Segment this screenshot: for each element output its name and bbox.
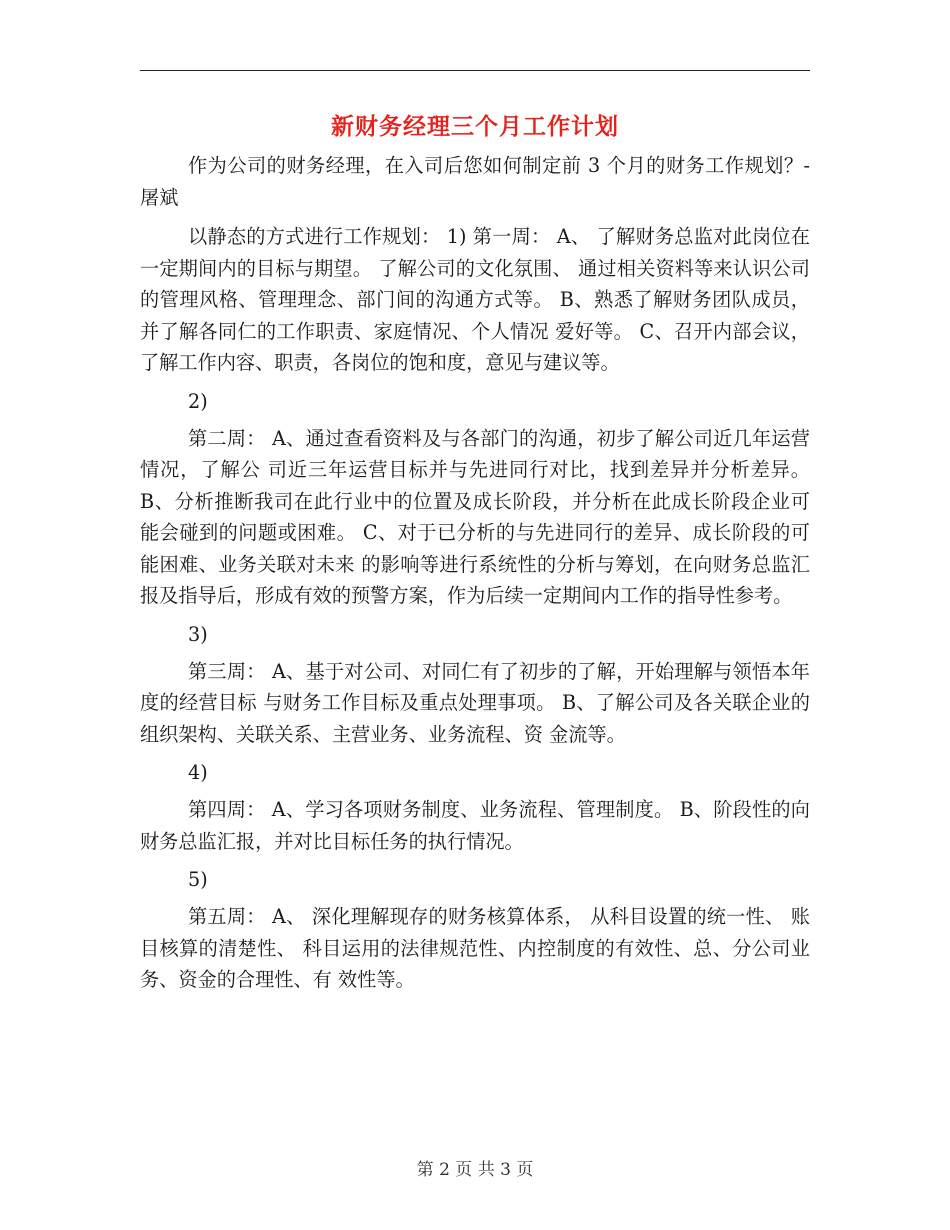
item-number-4: 4): [188, 761, 208, 784]
page-footer: 第 2 页 共 3 页: [416, 1160, 534, 1180]
paragraph-week-4: 第四周： A、学习各项财务制度、业务流程、管理制度。 B、阶段性的向财务总监汇报，并对比目标任务的执行情况。: [140, 798, 810, 853]
paragraph-week-3: 第三周： A、基于对公司、对同仁有了初步的了解，开始理解与领悟本年度的经营目标 与财务工作目标及重点处理事项。 B、了解公司及各关联企业的组织架构、关联关系、主营业务、业务流程、资 金流等。: [140, 659, 810, 746]
item-number-2: 2): [188, 389, 208, 413]
paragraph-intro: 作为公司的财务经理，在入司后您如何制定前 3 个月的财务工作规划？-屠斌: [140, 154, 810, 209]
header-rule: [140, 70, 810, 71]
paragraph-week-2: 第二周： A、通过查看资料及与各部门的沟通，初步了解公司近几年运营情况，了解公 司近三年运营目标并与先进同行对比，找到差异并分析差异。 B、分析推断我司在此行业中的位置及成长阶段，并分析在此成长阶段企业可 能会碰到的问题或困难。 C、对于已分析的与先进同行的差异、成长阶段的可能困难、业务关联对未来 的影响等进行系统性的分析与筹划，在向财务总监汇报及指导后，形成有效的预警方案，作为后续一定期间内工作的指导性参考。: [140, 426, 810, 607]
paragraph-week-5: 第五周： A、 深化理解现存的财务核算体系， 从科目设置的统一性、 账目核算的清楚性、 科目运用的法律规范性、内控制度的有效性、总、分公司业务、资金的合理性、有 效性等。: [140, 905, 810, 991]
document-title: 新财务经理三个月工作计划: [331, 113, 619, 140]
item-number-3: 3): [188, 622, 208, 646]
item-number-5: 5): [188, 868, 208, 891]
document-body: [140, 150, 810, 1004]
paragraph-week-1: 以静态的方式进行工作规划： 1) 第一周： A、 了解财务总监对此岗位在一定期间内的目标与期望。 了解公司的文化氛围、 通过相关资料等来认识公司的管理风格、管理理念、部门间的沟通方式等。 B、熟悉了解财务团队成员，并了解各同仁的工作职责、家庭情况、个人情况 爱好等。 C、召开内部会议，了解工作内容、职责，各岗位的饱和度，意见与建议等。: [140, 225, 810, 374]
